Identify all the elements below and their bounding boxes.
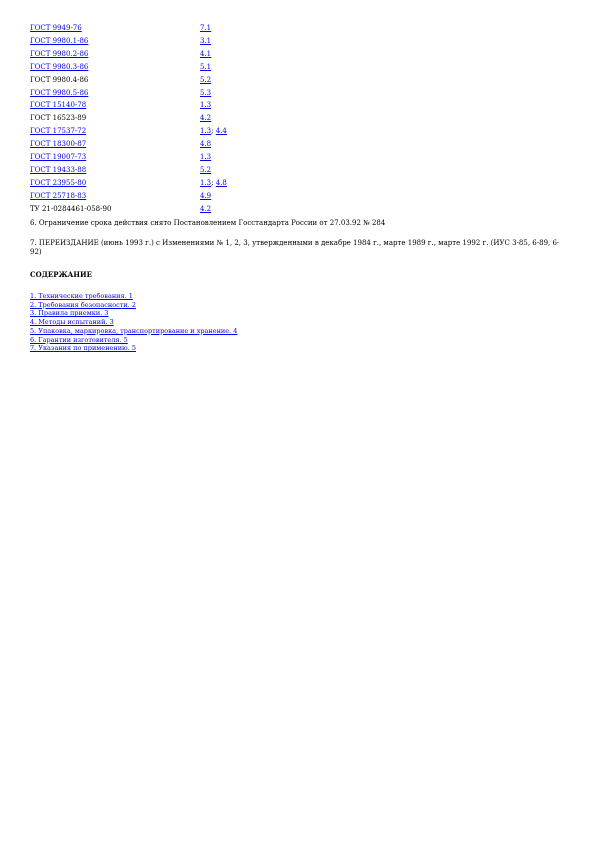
reference-doc-cell <box>30 87 200 100</box>
reference-clauses-cell <box>200 151 227 164</box>
note-6: 6. Ограничение срока действия снято Постановлением Госстандарта России от 27.03.92 № 284 <box>30 219 386 227</box>
table-row <box>30 112 227 125</box>
clause-link[interactable]: 1.3 <box>200 127 212 136</box>
reference-doc-cell <box>30 151 200 164</box>
table-row <box>30 190 227 203</box>
reference-doc-cell <box>30 22 200 35</box>
reference-clauses-cell <box>200 164 227 177</box>
toc-link[interactable]: 1. Технические требования. 1 <box>30 292 133 300</box>
toc-item <box>30 292 237 301</box>
reference-doc-cell <box>30 190 200 203</box>
reference-doc-cell <box>30 48 200 61</box>
reference-clauses-cell <box>200 203 227 216</box>
reference-clauses-cell <box>200 61 227 74</box>
reference-doc-link[interactable]: ГОСТ 18300-87 <box>30 140 87 149</box>
table-row <box>30 177 227 190</box>
table-row <box>30 125 227 138</box>
reference-doc-cell <box>30 138 200 151</box>
reference-doc-cell <box>30 61 200 74</box>
reference-doc-cell <box>30 112 200 125</box>
reference-doc-link[interactable]: ГОСТ 15140-78 <box>30 101 87 110</box>
reference-doc-link[interactable]: ГОСТ 9980.1-86 <box>30 36 89 45</box>
references-table <box>30 22 227 216</box>
table-row <box>30 164 227 177</box>
toc-title: СОДЕРЖАНИЕ <box>30 270 92 279</box>
reference-doc-link[interactable]: ГОСТ 9980.3-86 <box>30 62 89 71</box>
toc-item <box>30 301 237 310</box>
clause-link[interactable]: 1.3 <box>200 178 212 187</box>
toc-item <box>30 336 237 345</box>
table-row <box>30 22 227 35</box>
toc-item <box>30 309 237 318</box>
table-row <box>30 203 227 216</box>
clause-link[interactable]: 4.9 <box>200 191 212 200</box>
clause-link[interactable]: 4.2 <box>200 204 212 213</box>
clause-link[interactable]: 5.2 <box>200 165 212 174</box>
reference-doc-cell <box>30 74 200 87</box>
clause-separator: ; <box>211 127 216 136</box>
clause-link[interactable]: 1.3 <box>200 153 212 162</box>
reference-clauses-cell <box>200 22 227 35</box>
toc-link[interactable]: 4. Методы испытаний. 3 <box>30 318 114 327</box>
table-row <box>30 35 227 48</box>
reference-doc-text: ТУ 21-0284461-058-90 <box>30 204 112 213</box>
reference-clauses-cell <box>200 74 227 87</box>
reference-doc-text: ГОСТ 16523-89 <box>30 114 87 123</box>
reference-doc-link[interactable]: ГОСТ 23955-80 <box>30 178 87 187</box>
reference-doc-link[interactable]: ГОСТ 19433-88 <box>30 165 87 174</box>
clause-link[interactable]: 4.8 <box>200 140 212 149</box>
toc-link[interactable]: 5. Упаковка, маркировка, транспортирование и хранение. 4 <box>30 326 238 335</box>
reference-doc-link[interactable]: ГОСТ 9949-76 <box>30 24 82 32</box>
reference-clauses-cell <box>200 35 227 48</box>
reference-doc-cell <box>30 164 200 177</box>
reference-doc-link[interactable]: ГОСТ 17537-72 <box>30 127 87 136</box>
clause-link[interactable]: 5.1 <box>200 62 212 71</box>
table-row <box>30 138 227 151</box>
reference-doc-text: ГОСТ 9980.4-86 <box>30 75 89 84</box>
reference-clauses-cell <box>200 138 227 151</box>
toc-item <box>30 344 237 353</box>
reference-doc-cell <box>30 203 200 216</box>
table-row <box>30 151 227 164</box>
reference-clauses-cell <box>200 125 227 138</box>
reference-doc-cell <box>30 35 200 48</box>
document-page <box>30 22 570 353</box>
toc-link[interactable]: 2. Требования безопасности. 2 <box>30 300 136 309</box>
table-row <box>30 99 227 112</box>
reference-doc-link[interactable]: ГОСТ 25718-83 <box>30 191 87 200</box>
toc-item <box>30 327 237 336</box>
reference-doc-link[interactable]: ГОСТ 9980.5-86 <box>30 88 89 97</box>
clause-link[interactable]: 5.3 <box>200 88 212 97</box>
clause-link[interactable]: 4.8 <box>215 178 227 187</box>
table-row <box>30 61 227 74</box>
reference-clauses-cell <box>200 48 227 61</box>
note-7: 7. ПЕРЕИЗДАНИЕ (июнь 1993 г.) с Изменениями № 1, 2, 3, утвержденными в декабре 1984 г., марте 1989 г., марте 1992 г. (ИУС 3-85, 6-89, 6-92) <box>30 239 560 256</box>
toc-item <box>30 318 237 327</box>
clause-link[interactable]: 4.2 <box>200 114 212 123</box>
table-of-contents <box>30 292 237 353</box>
reference-clauses-cell <box>200 87 227 100</box>
table-row <box>30 74 227 87</box>
clause-link[interactable]: 5.2 <box>200 75 212 84</box>
clause-link[interactable]: 3.1 <box>200 36 212 45</box>
clause-link[interactable]: 4.1 <box>200 49 212 58</box>
toc-link[interactable]: 3. Правила приемки. 3 <box>30 309 109 318</box>
reference-doc-link[interactable]: ГОСТ 19007-73 <box>30 153 87 162</box>
clause-link[interactable]: 7.1 <box>200 24 212 32</box>
clause-link[interactable]: 1.3 <box>200 101 212 110</box>
reference-doc-cell <box>30 177 200 190</box>
reference-doc-link[interactable]: ГОСТ 9980.2-86 <box>30 49 89 58</box>
clause-link[interactable]: 4.4 <box>215 127 227 136</box>
reference-doc-cell <box>30 125 200 138</box>
reference-clauses-cell <box>200 99 227 112</box>
toc-link[interactable]: 6. Гарантии изготовителя. 5 <box>30 335 128 344</box>
reference-clauses-cell <box>200 177 227 190</box>
table-row <box>30 87 227 100</box>
reference-clauses-cell <box>200 112 227 125</box>
reference-doc-cell <box>30 99 200 112</box>
references-table-body <box>30 22 227 216</box>
reference-clauses-cell <box>200 190 227 203</box>
toc-link[interactable]: 7. Указания по применению. 5 <box>30 344 136 353</box>
clause-separator: ; <box>211 178 216 187</box>
table-row <box>30 48 227 61</box>
